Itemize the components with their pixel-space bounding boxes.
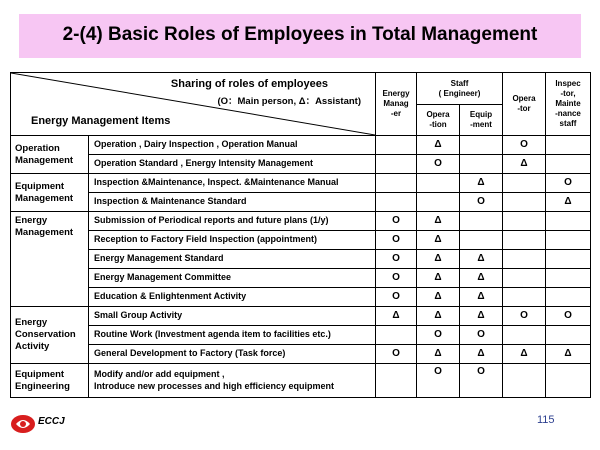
mark-cell: Δ bbox=[417, 250, 460, 269]
sharing-title: Sharing of roles of employees bbox=[170, 78, 328, 90]
mark-cell bbox=[460, 231, 503, 250]
mark-cell bbox=[503, 326, 546, 345]
mark-cell: O bbox=[417, 364, 460, 398]
item-cell: Submission of Periodical reports and future plans (1/y) bbox=[89, 212, 376, 231]
table-row bbox=[11, 212, 591, 231]
eccj-logo-text: ECCJ bbox=[38, 416, 65, 427]
header-area bbox=[11, 73, 376, 136]
mark-cell bbox=[417, 193, 460, 212]
mark-cell: O bbox=[546, 307, 591, 326]
mark-cell bbox=[503, 269, 546, 288]
table-row bbox=[11, 269, 591, 288]
table-row bbox=[11, 326, 591, 345]
mark-cell bbox=[503, 193, 546, 212]
mark-cell: O bbox=[376, 250, 417, 269]
item-cell: Small Group Activity bbox=[89, 307, 376, 326]
mark-cell: O bbox=[460, 193, 503, 212]
category-energy-conservation-activity: Energy Conservation Activity bbox=[11, 307, 89, 364]
table-row bbox=[11, 288, 591, 307]
mark-cell: Δ bbox=[460, 288, 503, 307]
mark-cell: O bbox=[376, 231, 417, 250]
mark-cell bbox=[546, 212, 591, 231]
mark-cell bbox=[503, 288, 546, 307]
table-row bbox=[11, 231, 591, 250]
mark-cell: O bbox=[376, 212, 417, 231]
mark-cell: Δ bbox=[417, 307, 460, 326]
mark-cell bbox=[546, 136, 591, 155]
mark-cell bbox=[503, 174, 546, 193]
col-staff-equipment: Equip -ment bbox=[460, 105, 503, 136]
mark-cell: Δ bbox=[417, 136, 460, 155]
mark-cell bbox=[546, 288, 591, 307]
mark-cell: Δ bbox=[460, 174, 503, 193]
mark-cell: O bbox=[503, 307, 546, 326]
col-energy-manager: Energy Manag -er bbox=[376, 73, 417, 136]
mark-cell bbox=[460, 136, 503, 155]
category-operation-management: Operation Management bbox=[11, 136, 89, 174]
item-cell: Energy Management Standard bbox=[89, 250, 376, 269]
mark-cell bbox=[503, 231, 546, 250]
mark-cell: Δ bbox=[546, 345, 591, 364]
item-cell: Modify and/or add equipment , Introduce new processes and high efficiency equipment bbox=[89, 364, 376, 398]
item-cell: Energy Management Committee bbox=[89, 269, 376, 288]
item-cell: Reception to Factory Field Inspection (appointment) bbox=[89, 231, 376, 250]
mark-cell: Δ bbox=[460, 345, 503, 364]
mark-cell bbox=[546, 269, 591, 288]
mark-cell bbox=[503, 250, 546, 269]
mark-cell: O bbox=[376, 345, 417, 364]
title-banner bbox=[19, 14, 581, 58]
table-row bbox=[11, 174, 591, 193]
item-cell: General Development to Factory (Task force) bbox=[89, 345, 376, 364]
mark-cell: Δ bbox=[546, 193, 591, 212]
col-operator: Opera -tor bbox=[503, 73, 546, 136]
mark-cell bbox=[546, 231, 591, 250]
mark-cell: O bbox=[376, 269, 417, 288]
category-equipment-engineering: Equipment Engineering bbox=[11, 364, 89, 398]
category-equipment-management: Equipment Management bbox=[11, 174, 89, 212]
items-label: Energy Management Items bbox=[31, 115, 171, 127]
mark-cell bbox=[376, 364, 417, 398]
mark-cell: Δ bbox=[417, 345, 460, 364]
page-number: 115 bbox=[537, 414, 555, 426]
table-row bbox=[11, 250, 591, 269]
item-cell: Routine Work (Investment agenda item to facilities etc.) bbox=[89, 326, 376, 345]
mark-cell: Δ bbox=[460, 269, 503, 288]
mark-cell bbox=[503, 212, 546, 231]
table-row bbox=[11, 307, 591, 326]
mark-cell bbox=[417, 174, 460, 193]
mark-cell bbox=[460, 212, 503, 231]
mark-cell bbox=[376, 174, 417, 193]
mark-cell: Δ bbox=[376, 307, 417, 326]
item-cell: Inspection & Maintenance Standard bbox=[89, 193, 376, 212]
item-cell: Education & Enlightenment Activity bbox=[89, 288, 376, 307]
mark-cell bbox=[546, 364, 591, 398]
mark-cell bbox=[376, 326, 417, 345]
item-cell: Operation Standard , Energy Intensity Management bbox=[89, 155, 376, 174]
category-energy-management: Energy Management bbox=[11, 212, 89, 307]
col-staff: Staff ( Engineer) bbox=[417, 73, 503, 105]
mark-cell bbox=[546, 250, 591, 269]
col-staff-operation: Opera -tion bbox=[417, 105, 460, 136]
mark-cell: O bbox=[376, 288, 417, 307]
mark-cell: Δ bbox=[417, 269, 460, 288]
mark-cell: Δ bbox=[417, 231, 460, 250]
table-row bbox=[11, 364, 591, 398]
mark-cell: O bbox=[417, 155, 460, 174]
mark-cell: O bbox=[460, 326, 503, 345]
table-row bbox=[11, 345, 591, 364]
item-cell: Operation , Dairy Inspection , Operation Manual bbox=[89, 136, 376, 155]
mark-cell bbox=[376, 193, 417, 212]
legend-text: (O：Main person, Δ：Assistant) bbox=[217, 96, 361, 107]
mark-cell: Δ bbox=[460, 250, 503, 269]
mark-cell bbox=[503, 364, 546, 398]
slide-title: 2-(4) Basic Roles of Employees in Total Management bbox=[62, 24, 538, 45]
header-row-1 bbox=[11, 73, 591, 105]
mark-cell: Δ bbox=[503, 345, 546, 364]
item-cell: Inspection &Maintenance, Inspect. &Maintenance Manual bbox=[89, 174, 376, 193]
mark-cell bbox=[376, 155, 417, 174]
mark-cell: O bbox=[417, 326, 460, 345]
col-inspector: Inspec -tor, Mainte -nance staff bbox=[546, 73, 591, 136]
roles-table bbox=[10, 72, 591, 398]
mark-cell: Δ bbox=[503, 155, 546, 174]
mark-cell: O bbox=[460, 364, 503, 398]
mark-cell: O bbox=[546, 174, 591, 193]
eccj-logo-icon bbox=[10, 414, 36, 434]
mark-cell bbox=[546, 326, 591, 345]
table-row bbox=[11, 136, 591, 155]
mark-cell bbox=[460, 155, 503, 174]
mark-cell: Δ bbox=[417, 288, 460, 307]
mark-cell bbox=[546, 155, 591, 174]
mark-cell bbox=[376, 136, 417, 155]
mark-cell: O bbox=[503, 136, 546, 155]
mark-cell: Δ bbox=[417, 212, 460, 231]
table-row bbox=[11, 193, 591, 212]
mark-cell: Δ bbox=[460, 307, 503, 326]
table-row bbox=[11, 155, 591, 174]
